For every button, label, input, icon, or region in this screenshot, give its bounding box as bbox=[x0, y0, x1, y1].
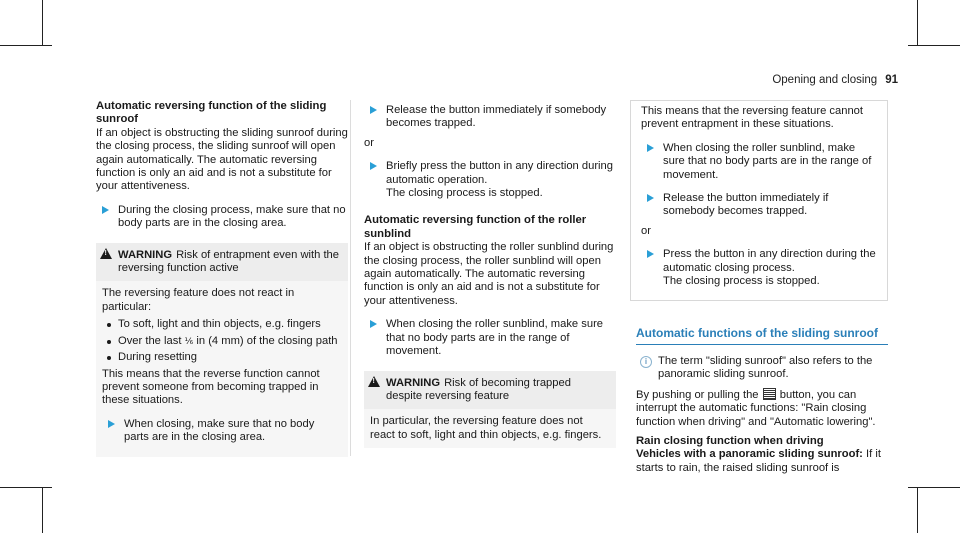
crop-mark bbox=[917, 487, 918, 533]
crop-mark bbox=[42, 0, 43, 46]
step-result: The closing process is stopped. bbox=[663, 275, 820, 288]
running-header bbox=[772, 74, 898, 87]
column-1 bbox=[96, 100, 348, 463]
warning-title: WARNING bbox=[386, 376, 441, 389]
warning-box bbox=[96, 243, 348, 457]
sub-heading: Rain closing function when driving bbox=[636, 434, 824, 447]
section-heading: Automatic reversing function of the sliding sunroof bbox=[96, 100, 327, 126]
crop-mark bbox=[917, 0, 918, 46]
or-label: or bbox=[364, 136, 374, 149]
paragraph: By pushing or pulling the button, you can interrupt the automatic functions: "Rain closing function when driving" and "Automatic lowering". bbox=[636, 388, 876, 428]
note-text: The term "sliding sunroof" also refers to the panoramic sliding sunroof. bbox=[658, 354, 873, 381]
note bbox=[636, 355, 888, 382]
list-item: Over the last ⅙ in (4 mm) of the closing path bbox=[102, 335, 342, 348]
warning-triangle-icon: ! bbox=[100, 248, 112, 259]
paragraph: Vehicles with a panoramic sliding sunroof: If it starts to rain, the raised sliding sunroof is bbox=[636, 448, 881, 474]
step-item: When closing, make sure that no body parts are in the closing area. bbox=[102, 418, 342, 445]
warning-box bbox=[364, 371, 616, 449]
section-title: Automatic functions of the sliding sunroof bbox=[636, 327, 888, 344]
step-item: When closing the roller sunblind, make sure that no body parts are in the range of movement. bbox=[641, 142, 879, 182]
paragraph: The reversing feature does not react in particular: bbox=[102, 287, 295, 313]
paragraph: If an object is obstructing the sliding sunroof during the closing process, the sliding sunroof will open again automatically. The automatic reversing function is only an aid and is not a substitute for your attentiveness. bbox=[96, 126, 348, 193]
crop-mark bbox=[0, 487, 52, 488]
step-result: The closing process is stopped. bbox=[386, 187, 543, 200]
warning-triangle-icon: ! bbox=[368, 376, 380, 387]
paragraph: If an object is obstructing the roller sunblind during the closing process, the roller sunblind will open again automatically. The automatic reversing function is only an aid and is not a substitute for your attentiveness. bbox=[364, 241, 614, 307]
column-3 bbox=[636, 100, 888, 479]
step-item: Release the button immediately if somebody becomes trapped. bbox=[641, 192, 879, 219]
warning-body bbox=[96, 281, 348, 456]
paragraph: This means that the reversing feature cannot prevent entrapment in these situations. bbox=[641, 105, 864, 131]
paragraph: This means that the reverse function cannot prevent someone from becoming trapped in these situations. bbox=[102, 367, 320, 407]
vehicle-qualifier: Vehicles with a panoramic sliding sunroof: bbox=[636, 448, 863, 461]
step-item: When closing the roller sunblind, make sure that no body parts are in the range of movement. bbox=[364, 318, 616, 358]
warning-subtitle: Risk of entrapment even with the reversing function active bbox=[118, 248, 340, 275]
continued-box bbox=[630, 100, 888, 301]
header-section: Opening and closing bbox=[772, 74, 878, 86]
warning-header bbox=[96, 243, 348, 282]
step-item: Release the button immediately if somebody becomes trapped. bbox=[364, 104, 616, 131]
list-item: During resetting bbox=[102, 351, 342, 364]
list-item: To soft, light and thin objects, e.g. fingers bbox=[102, 318, 342, 331]
column-2 bbox=[364, 100, 616, 454]
page-number: 91 bbox=[885, 74, 898, 86]
section-heading: Automatic reversing function of the roller sunblind bbox=[364, 214, 587, 240]
crop-mark bbox=[0, 45, 52, 46]
step-text: Briefly press the button in any direction during automatic operation. bbox=[386, 160, 613, 186]
step-item: During the closing process, make sure that no body parts are in the closing area. bbox=[96, 204, 348, 231]
crop-mark bbox=[908, 487, 960, 488]
column-divider bbox=[350, 100, 351, 456]
sunroof-button-icon bbox=[763, 388, 776, 400]
step-text: Press the button in any direction during the automatic closing process. bbox=[663, 248, 876, 274]
warning-title: WARNING bbox=[118, 248, 173, 261]
warning-header bbox=[364, 371, 616, 410]
crop-mark bbox=[908, 45, 960, 46]
info-icon: i bbox=[640, 356, 652, 368]
step-item bbox=[641, 248, 879, 288]
warning-body: In particular, the reversing feature does not react to soft, light and thin objects, e.g. fingers. bbox=[364, 409, 616, 448]
fraction: ⅙ bbox=[184, 335, 194, 346]
step-item bbox=[364, 160, 616, 200]
or-label: or bbox=[641, 224, 651, 237]
crop-mark bbox=[42, 487, 43, 533]
warning-subtitle: Risk of becoming trapped despite reversing feature bbox=[386, 376, 571, 402]
